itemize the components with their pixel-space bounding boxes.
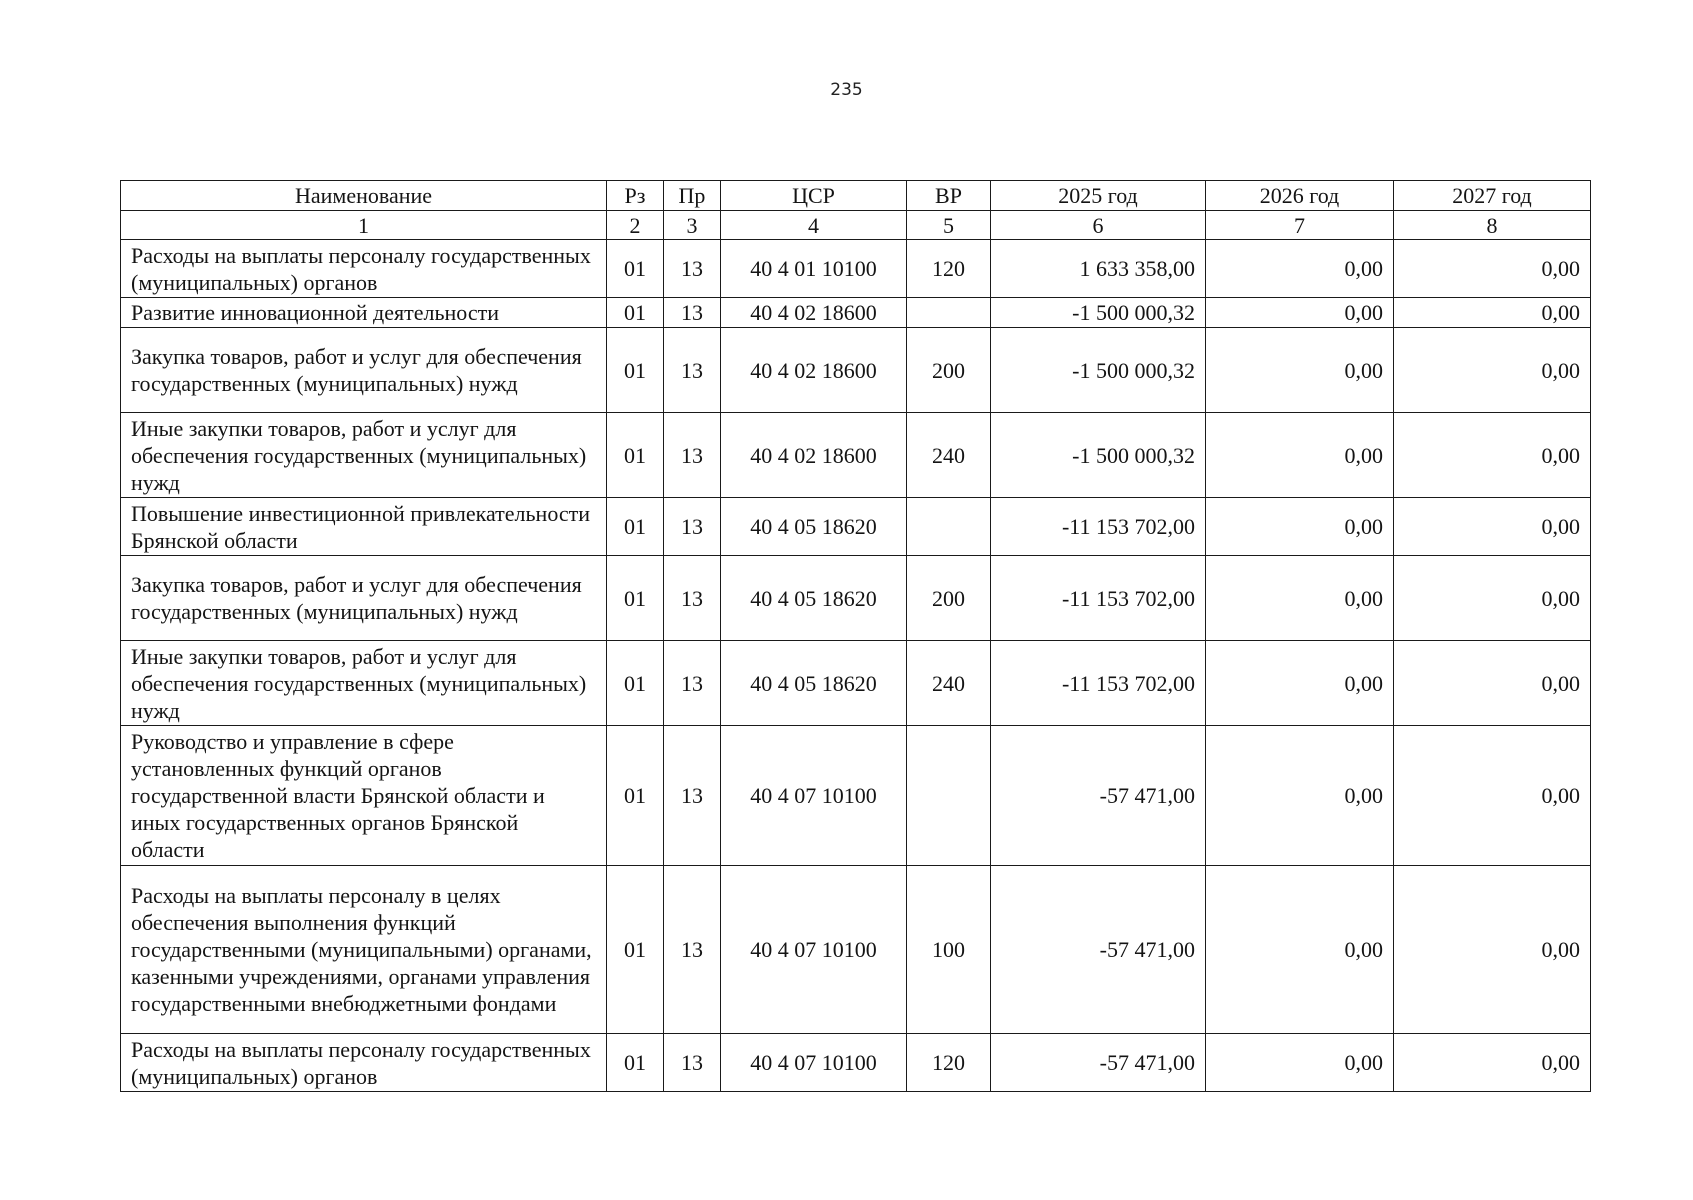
row-vr xyxy=(907,298,991,328)
row-rz: 01 xyxy=(607,556,664,641)
table-row xyxy=(121,298,1591,328)
row-2026: 0,00 xyxy=(1206,556,1394,641)
row-pr: 13 xyxy=(664,498,721,556)
table-row xyxy=(121,413,1591,498)
row-pr: 13 xyxy=(664,641,721,726)
column-number: 3 xyxy=(664,211,721,240)
row-rz: 01 xyxy=(607,498,664,556)
row-csr: 40 4 07 10100 xyxy=(721,866,907,1034)
row-rz: 01 xyxy=(607,413,664,498)
row-2027: 0,00 xyxy=(1394,413,1591,498)
row-name: Закупка товаров, работ и услуг для обеспечения государственных (муниципальных) нужд xyxy=(121,556,607,641)
row-rz: 01 xyxy=(607,1034,664,1092)
row-2025: -57 471,00 xyxy=(991,726,1206,866)
row-vr: 240 xyxy=(907,413,991,498)
row-csr: 40 4 07 10100 xyxy=(721,726,907,866)
row-pr: 13 xyxy=(664,1034,721,1092)
row-csr: 40 4 05 18620 xyxy=(721,556,907,641)
row-name: Закупка товаров, работ и услуг для обеспечения государственных (муниципальных) нужд xyxy=(121,328,607,413)
header-vr: ВР xyxy=(907,181,991,211)
row-name: Руководство и управление в сфере установленных функций органов государственной власти Брянской области и иных государственных органов Брянской области xyxy=(121,726,607,866)
row-rz: 01 xyxy=(607,726,664,866)
row-2025: -11 153 702,00 xyxy=(991,498,1206,556)
row-pr: 13 xyxy=(664,413,721,498)
column-number: 1 xyxy=(121,211,607,240)
row-2027: 0,00 xyxy=(1394,641,1591,726)
header-2027: 2027 год xyxy=(1394,181,1591,211)
header-name: Наименование xyxy=(121,181,607,211)
row-vr xyxy=(907,498,991,556)
column-number: 4 xyxy=(721,211,907,240)
row-name: Повышение инвестиционной привлекательности Брянской области xyxy=(121,498,607,556)
row-2025: 1 633 358,00 xyxy=(991,240,1206,298)
budget-table xyxy=(120,180,1591,1092)
header-csr: ЦСР xyxy=(721,181,907,211)
row-2025: -57 471,00 xyxy=(991,1034,1206,1092)
row-2026: 0,00 xyxy=(1206,1034,1394,1092)
column-number: 7 xyxy=(1206,211,1394,240)
column-number: 6 xyxy=(991,211,1206,240)
row-pr: 13 xyxy=(664,726,721,866)
row-pr: 13 xyxy=(664,556,721,641)
table-row xyxy=(121,866,1591,1034)
table-row xyxy=(121,498,1591,556)
table-row xyxy=(121,641,1591,726)
header-2025: 2025 год xyxy=(991,181,1206,211)
header-row xyxy=(121,181,1591,211)
row-2026: 0,00 xyxy=(1206,866,1394,1034)
column-number: 8 xyxy=(1394,211,1591,240)
row-2027: 0,00 xyxy=(1394,1034,1591,1092)
column-number-row xyxy=(121,211,1591,240)
row-2027: 0,00 xyxy=(1394,866,1591,1034)
table-row xyxy=(121,328,1591,413)
row-2025: -57 471,00 xyxy=(991,866,1206,1034)
row-pr: 13 xyxy=(664,328,721,413)
row-vr: 240 xyxy=(907,641,991,726)
page-number: 235 xyxy=(830,80,863,100)
row-2027: 0,00 xyxy=(1394,498,1591,556)
row-csr: 40 4 01 10100 xyxy=(721,240,907,298)
row-rz: 01 xyxy=(607,298,664,328)
row-pr: 13 xyxy=(664,866,721,1034)
header-pr: Пр xyxy=(664,181,721,211)
row-name: Расходы на выплаты персоналу в целях обеспечения выполнения функций государственными (муниципальными) органами, казенными учреждениями, органами управления государственными внебюджетными фондами xyxy=(121,866,607,1034)
row-2027: 0,00 xyxy=(1394,240,1591,298)
row-2026: 0,00 xyxy=(1206,726,1394,866)
row-2025: -1 500 000,32 xyxy=(991,298,1206,328)
row-2027: 0,00 xyxy=(1394,726,1591,866)
row-2025: -11 153 702,00 xyxy=(991,641,1206,726)
row-2027: 0,00 xyxy=(1394,556,1591,641)
row-2027: 0,00 xyxy=(1394,298,1591,328)
row-vr: 100 xyxy=(907,866,991,1034)
row-csr: 40 4 05 18620 xyxy=(721,498,907,556)
row-name: Расходы на выплаты персоналу государственных (муниципальных) органов xyxy=(121,240,607,298)
row-2026: 0,00 xyxy=(1206,413,1394,498)
row-name: Развитие инновационной деятельности xyxy=(121,298,607,328)
header-rz: Рз xyxy=(607,181,664,211)
row-2026: 0,00 xyxy=(1206,328,1394,413)
row-2025: -11 153 702,00 xyxy=(991,556,1206,641)
row-vr: 120 xyxy=(907,1034,991,1092)
row-rz: 01 xyxy=(607,328,664,413)
column-number: 2 xyxy=(607,211,664,240)
row-2026: 0,00 xyxy=(1206,641,1394,726)
row-2025: -1 500 000,32 xyxy=(991,413,1206,498)
row-csr: 40 4 02 18600 xyxy=(721,328,907,413)
row-name: Иные закупки товаров, работ и услуг для обеспечения государственных (муниципальных) нужд xyxy=(121,641,607,726)
row-name: Расходы на выплаты персоналу государственных (муниципальных) органов xyxy=(121,1034,607,1092)
row-2027: 0,00 xyxy=(1394,328,1591,413)
row-2026: 0,00 xyxy=(1206,240,1394,298)
row-vr xyxy=(907,726,991,866)
row-vr: 120 xyxy=(907,240,991,298)
row-rz: 01 xyxy=(607,641,664,726)
row-vr: 200 xyxy=(907,556,991,641)
row-2026: 0,00 xyxy=(1206,498,1394,556)
row-csr: 40 4 05 18620 xyxy=(721,641,907,726)
row-csr: 40 4 07 10100 xyxy=(721,1034,907,1092)
row-vr: 200 xyxy=(907,328,991,413)
row-rz: 01 xyxy=(607,240,664,298)
row-2025: -1 500 000,32 xyxy=(991,328,1206,413)
row-csr: 40 4 02 18600 xyxy=(721,298,907,328)
row-csr: 40 4 02 18600 xyxy=(721,413,907,498)
table-row xyxy=(121,1034,1591,1092)
row-name: Иные закупки товаров, работ и услуг для обеспечения государственных (муниципальных) нужд xyxy=(121,413,607,498)
table-row xyxy=(121,726,1591,866)
column-number: 5 xyxy=(907,211,991,240)
row-pr: 13 xyxy=(664,240,721,298)
row-2026: 0,00 xyxy=(1206,298,1394,328)
table-row xyxy=(121,240,1591,298)
table-row xyxy=(121,556,1591,641)
row-pr: 13 xyxy=(664,298,721,328)
header-2026: 2026 год xyxy=(1206,181,1394,211)
row-rz: 01 xyxy=(607,866,664,1034)
